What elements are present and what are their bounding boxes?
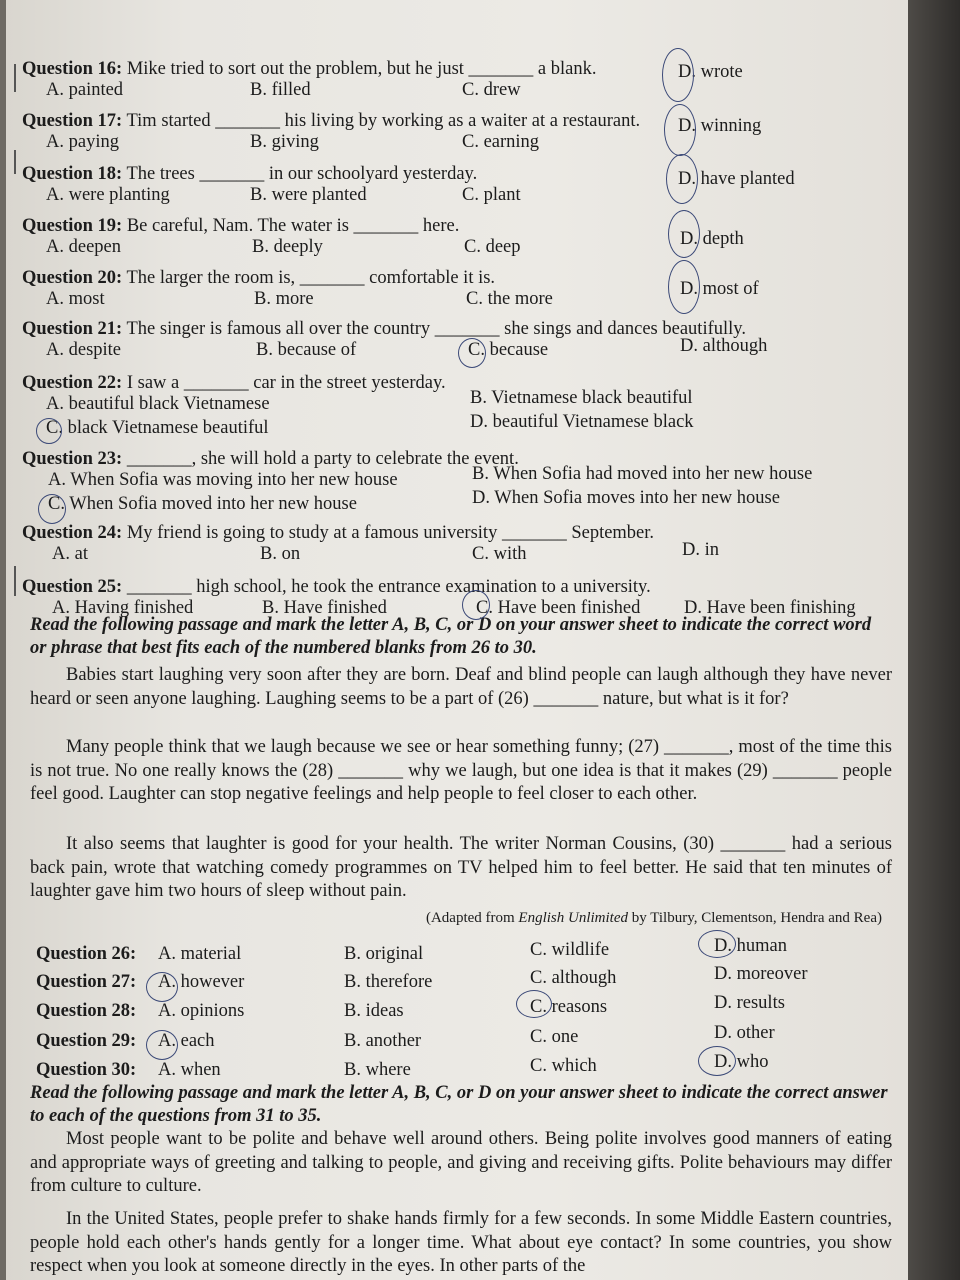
option-b[interactable]: B. original (344, 944, 424, 964)
option-b[interactable]: B. filled (250, 80, 311, 100)
option-a[interactable]: A. despite (46, 340, 122, 360)
answer-options (22, 488, 892, 518)
option-d[interactable]: D. human (714, 936, 787, 956)
option-c[interactable]: C. although (530, 968, 617, 988)
option-c[interactable]: C. because (468, 340, 549, 360)
option-d[interactable]: D. wrote (678, 62, 743, 82)
option-c[interactable]: C. When Sofia moved into her new house (48, 494, 357, 514)
option-a[interactable]: A. at (52, 544, 88, 564)
option-c[interactable]: C. deep (464, 237, 521, 257)
option-d[interactable]: D. have planted (678, 169, 795, 189)
exam-page (6, 0, 908, 1280)
answer-options (22, 388, 892, 418)
option-c[interactable]: C. plant (462, 185, 521, 205)
option-d[interactable]: D. in (682, 540, 719, 560)
option-b[interactable]: B. ideas (344, 1001, 404, 1021)
option-b[interactable]: B. Vietnamese black beautiful (470, 388, 693, 408)
passage-1-paragraph: Babies start laughing very soon after they are born. Deaf and blind people can laugh although they have never heard or seen anyone laughing. Laughing seems to be a part of (26) _______ nature, but what is it for? (30, 665, 892, 709)
option-b[interactable]: B. When Sofia had moved into her new house (472, 464, 813, 484)
question-stem: Question 18: The trees _______ in our schoolyard yesterday. (22, 164, 478, 184)
option-c[interactable]: C. reasons (530, 997, 608, 1017)
answer-options (22, 1052, 892, 1084)
passage-2-paragraph: In the United States, people prefer to shake hands firmly for a few seconds. In some Middle Eastern countries, people hold each other's hands gently for a longer time. What about eye contact? In some countries, you show respect when you look at someone directly in the eyes. In other parts of the (30, 1209, 892, 1276)
option-a[interactable]: A. When Sofia was moving into her new house (48, 470, 398, 490)
option-a[interactable]: A. were planting (46, 185, 170, 205)
option-d[interactable]: D. results (714, 993, 785, 1013)
option-a[interactable]: A. Having finished (52, 598, 194, 618)
passage-1-paragraph: It also seems that laughter is good for your health. The writer Norman Cousins, (30) _______ had a serious back pain, wrote that watching comedy programmes on TV helped him to feel better. He said that ten minutes of laughter gave him two hours of sleep without pain. (30, 834, 892, 901)
option-a[interactable]: A. opinions (158, 1001, 245, 1021)
margin-pen-mark (14, 64, 16, 92)
answer-options (22, 540, 892, 568)
option-c[interactable]: C. wildlife (530, 940, 610, 960)
option-c[interactable]: C. the more (466, 289, 553, 309)
option-d[interactable]: D. depth (680, 229, 744, 249)
option-d[interactable]: D. most of (680, 279, 759, 299)
question-stem: Question 19: Be careful, Nam. The water is _______ here. (22, 216, 460, 236)
cloze-question-30 (22, 1052, 892, 1084)
option-d[interactable]: D. although (680, 336, 768, 356)
question-stem: Question 25: _______ high school, he took the entrance examination to a university. (22, 577, 651, 597)
option-d[interactable]: D. other (714, 1023, 775, 1043)
question-23 (22, 448, 892, 518)
question-stem: Question 21: The singer is famous all over the country _______ she sings and dances beautifully. (22, 319, 746, 339)
question-stem: Question 24: My friend is going to study at a famous university _______ September. (22, 523, 655, 543)
answer-options (22, 279, 892, 313)
question-stem: Question 23: _______, she will hold a party to celebrate the event. (22, 449, 519, 469)
option-a[interactable]: A. material (158, 944, 242, 964)
answer-options (22, 229, 892, 261)
option-b[interactable]: B. on (260, 544, 301, 564)
option-d[interactable]: D. Have been finishing (684, 598, 856, 618)
option-c[interactable]: C. drew (462, 80, 521, 100)
passage-1-paragraph: Many people think that we laugh because we see or hear something funny; (27) _______, most of the time this is not true. No one really knows the (28) _______ why we laugh, but one idea is that it makes (29) _______ people feel good. Laughter can stop negative feelings and help people to feel closer to each other. (30, 737, 892, 804)
option-c[interactable]: C. which (530, 1056, 597, 1076)
option-d[interactable]: D. beautiful Vietnamese black (470, 412, 694, 432)
question-label: Question 26: (36, 944, 137, 964)
margin-pen-mark (14, 566, 16, 596)
option-a[interactable]: A. most (46, 289, 105, 309)
question-19 (22, 215, 892, 261)
option-b[interactable]: B. more (254, 289, 314, 309)
option-d[interactable]: D. winning (678, 116, 762, 136)
option-c[interactable]: C. one (530, 1027, 579, 1047)
question-18 (22, 163, 892, 209)
question-label: Question 30: (36, 1060, 137, 1080)
option-b[interactable]: B. giving (250, 132, 319, 152)
option-d[interactable]: D. When Sofia moves into her new house (472, 488, 780, 508)
passage-2-paragraph: Most people want to be polite and behave well around others. Being polite involves good manners of eating and appropriate ways of greeting and talking to people, and giving and receiving gifts. Polite behaviours may differ from culture to culture. (30, 1129, 892, 1196)
background-edge (908, 0, 960, 1280)
option-a[interactable]: A. deepen (46, 237, 121, 257)
option-a[interactable]: A. beautiful black Vietnamese (46, 394, 270, 414)
answer-options (22, 336, 892, 364)
option-a[interactable]: A. each (158, 1031, 215, 1051)
answer-options (22, 412, 892, 442)
option-c[interactable]: C. black Vietnamese beautiful (46, 418, 269, 438)
source-suffix: by Tilbury, Clementson, Hendra and Rea) (628, 910, 882, 926)
question-stem: Question 17: Tim started _______ his living by working as a waiter at a restaurant. (22, 111, 641, 131)
option-a[interactable]: A. when (158, 1060, 221, 1080)
question-stem: Question 22: I saw a _______ car in the street yesterday. (22, 373, 446, 393)
question-label: Question 29: (36, 1031, 137, 1051)
option-c[interactable]: C. with (472, 544, 527, 564)
question-17 (22, 110, 892, 156)
question-label: Question 27: (36, 972, 137, 992)
source-title: English Unlimited (518, 910, 628, 926)
option-a[interactable]: A. painted (46, 80, 124, 100)
question-stem: Question 20: The larger the room is, _______ comfortable it is. (22, 268, 496, 288)
question-24 (22, 522, 892, 568)
option-b[interactable]: B. deeply (252, 237, 323, 257)
option-a[interactable]: A. however (158, 972, 245, 992)
option-b[interactable]: B. Have finished (262, 598, 387, 618)
option-b[interactable]: B. therefore (344, 972, 433, 992)
instruction-reading: Read the following passage and mark the letter A, B, C, or D on your answer sheet to indicate the correct answer to each of the questions from 31 to 35. (30, 1083, 888, 1126)
margin-pen-mark (14, 150, 16, 174)
source-prefix: (Adapted from (425, 910, 519, 926)
question-label: Question 28: (36, 1001, 137, 1021)
option-b[interactable]: B. were planted (250, 185, 367, 205)
option-d[interactable]: D. who (714, 1052, 769, 1072)
option-a[interactable]: A. paying (46, 132, 119, 152)
passage-source (426, 910, 882, 927)
question-21 (22, 318, 892, 364)
instruction-cloze: Read the following passage and mark the letter A, B, C, or D on your answer sheet to indicate the correct word or phrase that best fits each of the numbered blanks from 26 to 30. (30, 615, 872, 658)
question-22 (22, 372, 892, 442)
question-20 (22, 267, 892, 313)
option-c[interactable]: C. earning (462, 132, 540, 152)
cloze-question-28 (22, 993, 892, 1025)
option-d[interactable]: D. moreover (714, 964, 808, 984)
option-b[interactable]: B. another (344, 1031, 422, 1051)
question-16 (22, 58, 892, 104)
option-c[interactable]: C. Have been finished (476, 598, 641, 618)
answer-options (22, 993, 892, 1025)
option-b[interactable]: B. because of (256, 340, 357, 360)
question-stem: Question 16: Mike tried to sort out the problem, but he just _______ a blank. (22, 59, 597, 79)
option-b[interactable]: B. where (344, 1060, 411, 1080)
